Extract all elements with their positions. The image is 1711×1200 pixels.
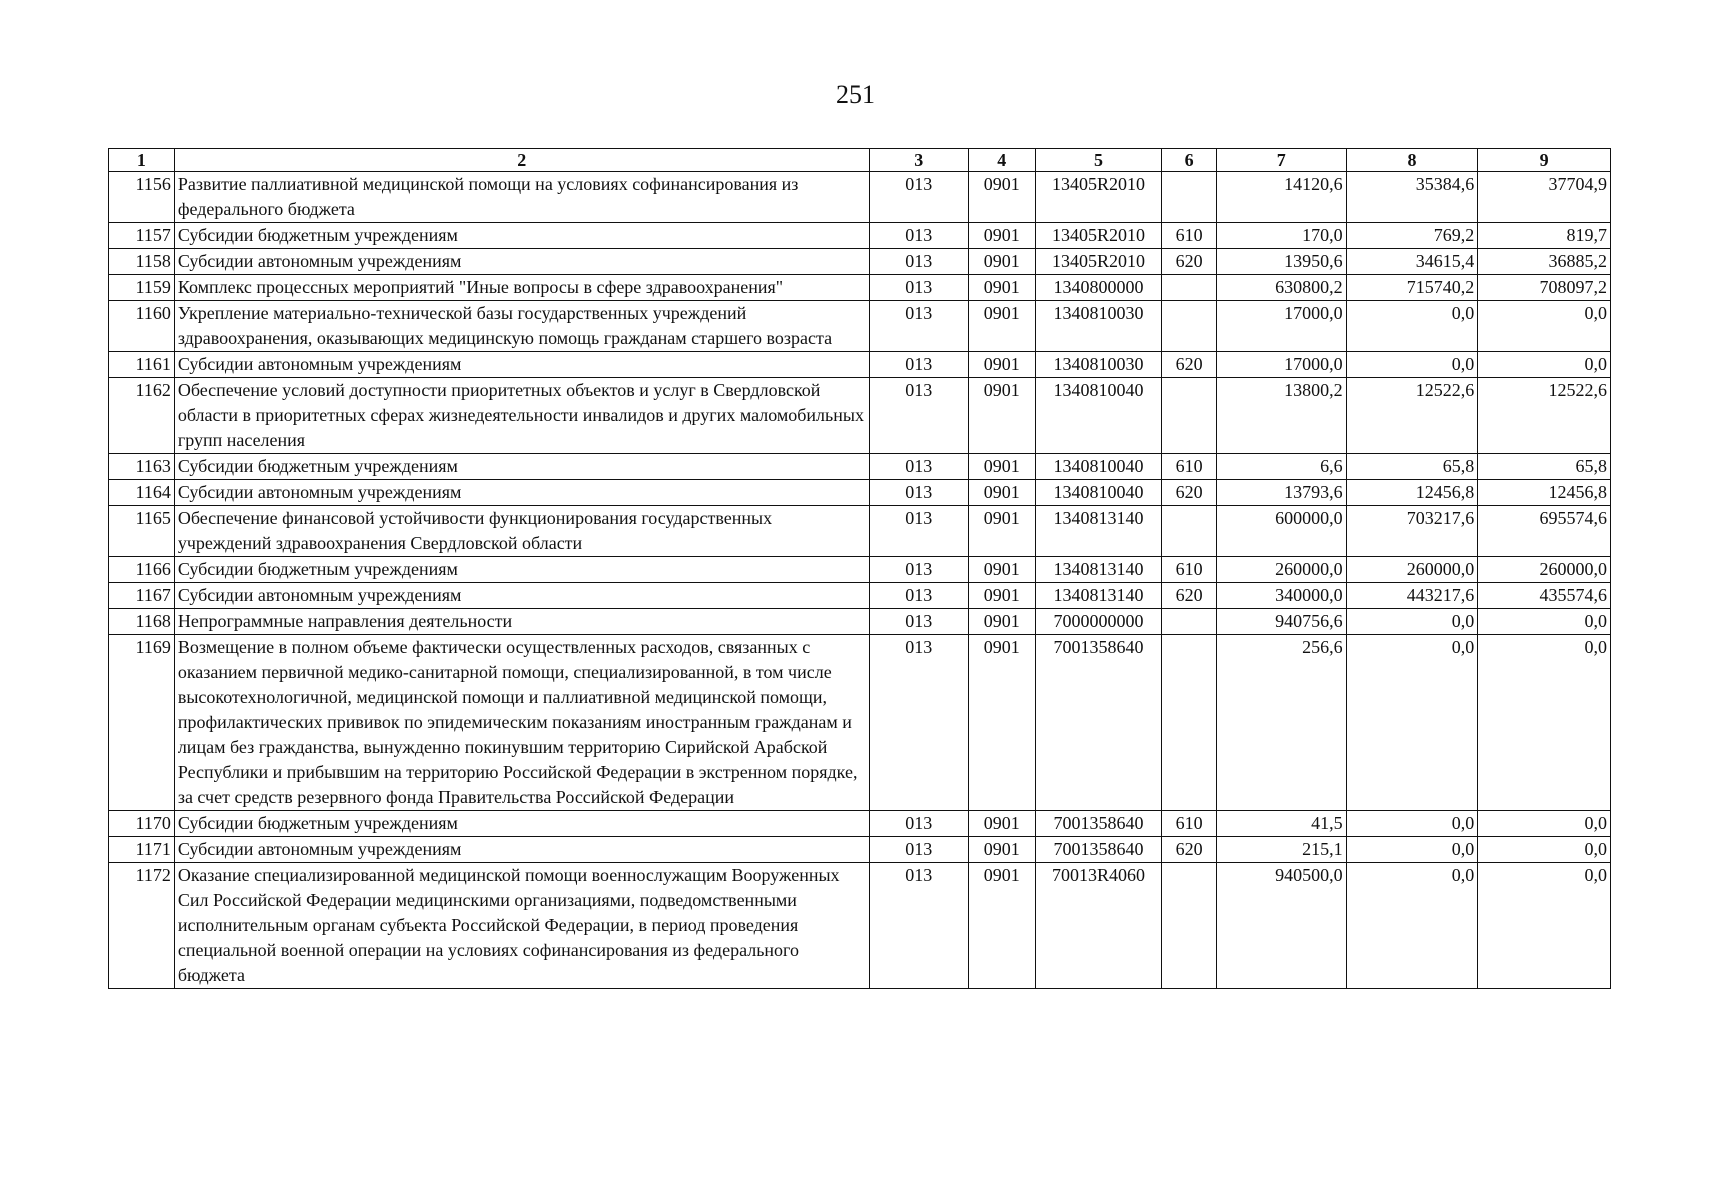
- budget-table: [108, 148, 1611, 989]
- code-section: 0901: [968, 863, 1035, 989]
- table-row: [109, 172, 1611, 223]
- row-number: 1161: [109, 352, 175, 378]
- amount-col9: 819,7: [1478, 223, 1611, 249]
- column-header: 2: [174, 149, 869, 172]
- table-row: [109, 863, 1611, 989]
- code-ministry: 013: [869, 172, 968, 223]
- code-ministry: 013: [869, 275, 968, 301]
- table-row: [109, 249, 1611, 275]
- table-row: [109, 506, 1611, 557]
- amount-col7: 260000,0: [1216, 557, 1346, 583]
- code-expense-type: [1162, 378, 1217, 454]
- amount-col8: 0,0: [1346, 352, 1478, 378]
- code-expense-type: 620: [1162, 249, 1217, 275]
- amount-col7: 41,5: [1216, 811, 1346, 837]
- amount-col8: 0,0: [1346, 837, 1478, 863]
- code-ministry: 013: [869, 583, 968, 609]
- row-number: 1168: [109, 609, 175, 635]
- row-number: 1156: [109, 172, 175, 223]
- amount-col7: 940500,0: [1216, 863, 1346, 989]
- code-section: 0901: [968, 609, 1035, 635]
- row-name: Субсидии автономным учреждениям: [174, 249, 869, 275]
- amount-col8: 443217,6: [1346, 583, 1478, 609]
- row-name: Субсидии автономным учреждениям: [174, 837, 869, 863]
- page-number: 251: [836, 80, 875, 109]
- code-section: 0901: [968, 454, 1035, 480]
- code-target-article: 13405R2010: [1035, 172, 1162, 223]
- row-number: 1169: [109, 635, 175, 811]
- code-target-article: 70013R4060: [1035, 863, 1162, 989]
- code-expense-type: 610: [1162, 557, 1217, 583]
- row-name: Оказание специализированной медицинской помощи военнослужащим Вооруженных Сил Российской Федерации медицинскими организациями, подведомственными исполнительным органам субъекта Российской Федерации, в период проведения специальной военной операции на условиях софинансирования из федерального бюджета: [174, 863, 869, 989]
- code-ministry: 013: [869, 378, 968, 454]
- code-target-article: 1340810040: [1035, 378, 1162, 454]
- table-row: [109, 454, 1611, 480]
- code-target-article: 1340813140: [1035, 506, 1162, 557]
- row-number: 1159: [109, 275, 175, 301]
- row-name: Субсидии бюджетным учреждениям: [174, 811, 869, 837]
- table-row: [109, 609, 1611, 635]
- code-expense-type: 610: [1162, 223, 1217, 249]
- row-name: Развитие паллиативной медицинской помощи на условиях софинансирования из федерального бюджета: [174, 172, 869, 223]
- amount-col7: 215,1: [1216, 837, 1346, 863]
- amount-col8: 769,2: [1346, 223, 1478, 249]
- amount-col7: 340000,0: [1216, 583, 1346, 609]
- code-target-article: 7001358640: [1035, 811, 1162, 837]
- code-target-article: 7001358640: [1035, 635, 1162, 811]
- code-expense-type: [1162, 863, 1217, 989]
- code-target-article: 1340813140: [1035, 583, 1162, 609]
- code-section: 0901: [968, 172, 1035, 223]
- amount-col7: 600000,0: [1216, 506, 1346, 557]
- row-name: Субсидии бюджетным учреждениям: [174, 557, 869, 583]
- amount-col8: 0,0: [1346, 811, 1478, 837]
- row-name: Возмещение в полном объеме фактически осуществленных расходов, связанных с оказанием первичной медико-санитарной помощи, специализированной, в том числе высокотехнологичной, медицинской помощи и паллиативной медицинской помощи, профилактических прививок по эпидемическим показаниям иностранным гражданам и лицам без гражданства, вынужденно покинувшим территорию Сирийской Арабской Республики и прибывшим на территорию Российской Федерации в экстренном порядке, за счет средств резервного фонда Правительства Российской Федерации: [174, 635, 869, 811]
- code-section: 0901: [968, 301, 1035, 352]
- code-expense-type: [1162, 635, 1217, 811]
- column-header: 1: [109, 149, 175, 172]
- amount-col8: 715740,2: [1346, 275, 1478, 301]
- amount-col9: 37704,9: [1478, 172, 1611, 223]
- code-expense-type: 620: [1162, 352, 1217, 378]
- code-section: 0901: [968, 480, 1035, 506]
- amount-col9: 0,0: [1478, 301, 1611, 352]
- code-section: 0901: [968, 249, 1035, 275]
- code-ministry: 013: [869, 301, 968, 352]
- amount-col8: 703217,6: [1346, 506, 1478, 557]
- code-expense-type: [1162, 609, 1217, 635]
- amount-col8: 12522,6: [1346, 378, 1478, 454]
- amount-col7: 13950,6: [1216, 249, 1346, 275]
- code-expense-type: 610: [1162, 454, 1217, 480]
- amount-col7: 17000,0: [1216, 301, 1346, 352]
- amount-col7: 256,6: [1216, 635, 1346, 811]
- code-section: 0901: [968, 275, 1035, 301]
- table-row: [109, 223, 1611, 249]
- code-target-article: 7000000000: [1035, 609, 1162, 635]
- amount-col8: 65,8: [1346, 454, 1478, 480]
- code-section: 0901: [968, 635, 1035, 811]
- row-name: Комплекс процессных мероприятий "Иные вопросы в сфере здравоохранения": [174, 275, 869, 301]
- code-ministry: 013: [869, 223, 968, 249]
- code-expense-type: 620: [1162, 583, 1217, 609]
- code-section: 0901: [968, 837, 1035, 863]
- amount-col7: 6,6: [1216, 454, 1346, 480]
- amount-col9: 0,0: [1478, 811, 1611, 837]
- table-row: [109, 480, 1611, 506]
- code-section: 0901: [968, 223, 1035, 249]
- code-section: 0901: [968, 557, 1035, 583]
- amount-col8: 34615,4: [1346, 249, 1478, 275]
- row-name: Субсидии автономным учреждениям: [174, 583, 869, 609]
- row-number: 1166: [109, 557, 175, 583]
- row-number: 1163: [109, 454, 175, 480]
- row-name: Непрограммные направления деятельности: [174, 609, 869, 635]
- code-target-article: 1340810030: [1035, 352, 1162, 378]
- code-target-article: 13405R2010: [1035, 249, 1162, 275]
- amount-col8: 260000,0: [1346, 557, 1478, 583]
- code-ministry: 013: [869, 454, 968, 480]
- code-ministry: 013: [869, 249, 968, 275]
- code-section: 0901: [968, 506, 1035, 557]
- table-row: [109, 837, 1611, 863]
- amount-col7: 630800,2: [1216, 275, 1346, 301]
- code-section: 0901: [968, 378, 1035, 454]
- amount-col8: 0,0: [1346, 301, 1478, 352]
- table-row: [109, 378, 1611, 454]
- code-ministry: 013: [869, 837, 968, 863]
- row-name: Обеспечение финансовой устойчивости функционирования государственных учреждений здравоохранения Свердловской области: [174, 506, 869, 557]
- code-target-article: 1340810030: [1035, 301, 1162, 352]
- code-target-article: 1340810040: [1035, 454, 1162, 480]
- amount-col8: 0,0: [1346, 635, 1478, 811]
- column-header: 8: [1346, 149, 1478, 172]
- code-ministry: 013: [869, 811, 968, 837]
- column-header: 4: [968, 149, 1035, 172]
- code-expense-type: [1162, 172, 1217, 223]
- amount-col8: 35384,6: [1346, 172, 1478, 223]
- table-row: [109, 811, 1611, 837]
- column-header: 3: [869, 149, 968, 172]
- amount-col7: 13800,2: [1216, 378, 1346, 454]
- table-body: [109, 172, 1611, 989]
- code-expense-type: [1162, 301, 1217, 352]
- code-target-article: 1340800000: [1035, 275, 1162, 301]
- code-ministry: 013: [869, 352, 968, 378]
- code-section: 0901: [968, 811, 1035, 837]
- amount-col7: 17000,0: [1216, 352, 1346, 378]
- column-header: 7: [1216, 149, 1346, 172]
- code-target-article: 7001358640: [1035, 837, 1162, 863]
- amount-col9: 0,0: [1478, 609, 1611, 635]
- amount-col9: 708097,2: [1478, 275, 1611, 301]
- code-section: 0901: [968, 583, 1035, 609]
- table-header-row: [109, 149, 1611, 172]
- amount-col9: 0,0: [1478, 837, 1611, 863]
- column-header: 5: [1035, 149, 1162, 172]
- table-row: [109, 275, 1611, 301]
- code-ministry: 013: [869, 609, 968, 635]
- row-number: 1165: [109, 506, 175, 557]
- code-expense-type: 620: [1162, 837, 1217, 863]
- row-name: Субсидии бюджетным учреждениям: [174, 223, 869, 249]
- row-name: Субсидии автономным учреждениям: [174, 480, 869, 506]
- code-ministry: 013: [869, 506, 968, 557]
- code-expense-type: 610: [1162, 811, 1217, 837]
- table-row: [109, 352, 1611, 378]
- row-number: 1157: [109, 223, 175, 249]
- row-number: 1170: [109, 811, 175, 837]
- row-name: Субсидии автономным учреждениям: [174, 352, 869, 378]
- row-name: Обеспечение условий доступности приоритетных объектов и услуг в Свердловской области в приоритетных сферах жизнедеятельности инвалидов и других маломобильных групп населения: [174, 378, 869, 454]
- code-ministry: 013: [869, 557, 968, 583]
- amount-col9: 12522,6: [1478, 378, 1611, 454]
- code-target-article: 1340810040: [1035, 480, 1162, 506]
- column-header: 9: [1478, 149, 1611, 172]
- amount-col9: 0,0: [1478, 863, 1611, 989]
- amount-col9: 260000,0: [1478, 557, 1611, 583]
- table-row: [109, 583, 1611, 609]
- row-number: 1160: [109, 301, 175, 352]
- row-number: 1171: [109, 837, 175, 863]
- code-expense-type: [1162, 275, 1217, 301]
- amount-col8: 0,0: [1346, 863, 1478, 989]
- amount-col9: 695574,6: [1478, 506, 1611, 557]
- code-ministry: 013: [869, 480, 968, 506]
- amount-col9: 12456,8: [1478, 480, 1611, 506]
- amount-col9: 36885,2: [1478, 249, 1611, 275]
- row-number: 1162: [109, 378, 175, 454]
- amount-col7: 13793,6: [1216, 480, 1346, 506]
- amount-col7: 14120,6: [1216, 172, 1346, 223]
- amount-col7: 170,0: [1216, 223, 1346, 249]
- amount-col8: 0,0: [1346, 609, 1478, 635]
- code-target-article: 13405R2010: [1035, 223, 1162, 249]
- row-number: 1158: [109, 249, 175, 275]
- code-ministry: 013: [869, 863, 968, 989]
- table-row: [109, 635, 1611, 811]
- code-section: 0901: [968, 352, 1035, 378]
- row-number: 1172: [109, 863, 175, 989]
- code-expense-type: [1162, 506, 1217, 557]
- row-name: Субсидии бюджетным учреждениям: [174, 454, 869, 480]
- row-number: 1167: [109, 583, 175, 609]
- row-name: Укрепление материально-технической базы государственных учреждений здравоохранения, оказывающих медицинскую помощь гражданам старшего возраста: [174, 301, 869, 352]
- amount-col7: 940756,6: [1216, 609, 1346, 635]
- code-target-article: 1340813140: [1035, 557, 1162, 583]
- amount-col9: 435574,6: [1478, 583, 1611, 609]
- code-ministry: 013: [869, 635, 968, 811]
- amount-col9: 65,8: [1478, 454, 1611, 480]
- code-expense-type: 620: [1162, 480, 1217, 506]
- amount-col8: 12456,8: [1346, 480, 1478, 506]
- table-row: [109, 557, 1611, 583]
- table-row: [109, 301, 1611, 352]
- amount-col9: 0,0: [1478, 352, 1611, 378]
- row-number: 1164: [109, 480, 175, 506]
- amount-col9: 0,0: [1478, 635, 1611, 811]
- column-header: 6: [1162, 149, 1217, 172]
